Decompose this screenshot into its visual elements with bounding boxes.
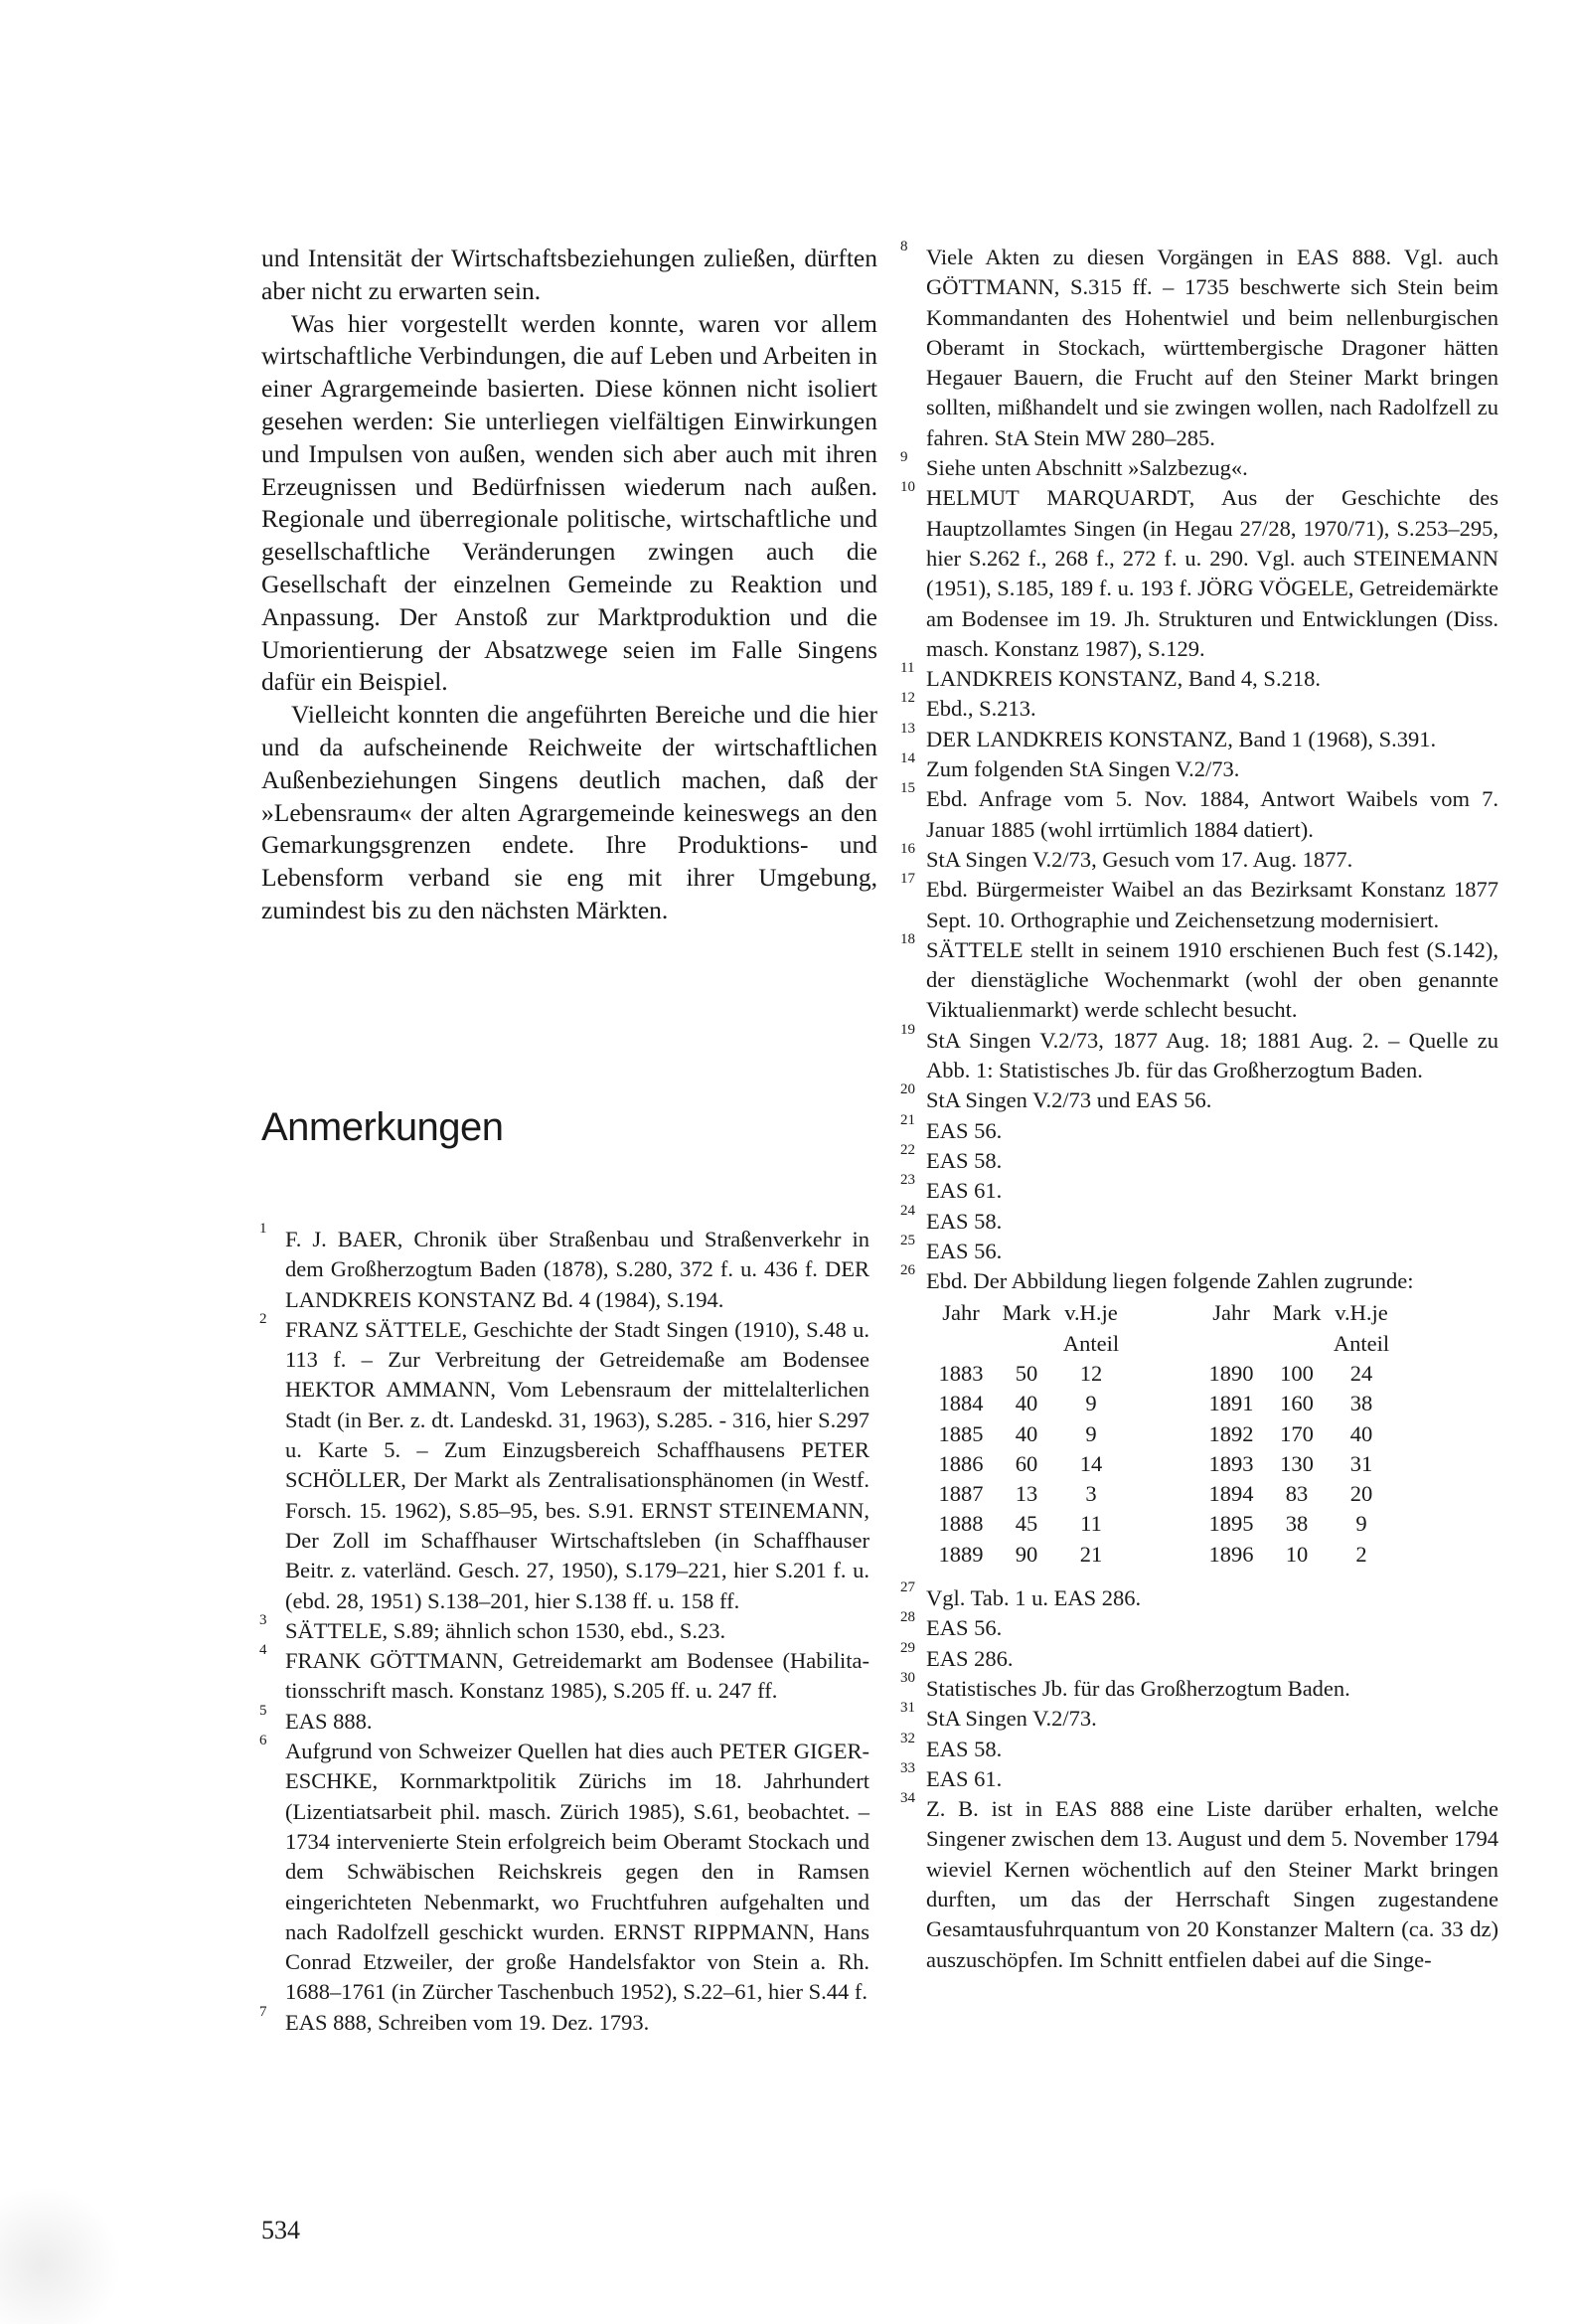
table-cell: 1883	[938, 1360, 984, 1386]
table-row	[926, 1419, 1395, 1449]
table-cell: 38	[1349, 1391, 1373, 1416]
table-cell: 2	[1355, 1541, 1367, 1567]
table-cell: 40	[1015, 1391, 1038, 1416]
footnote: 29 EAS 286.	[900, 1639, 1014, 1671]
table-header: Mark	[1002, 1300, 1051, 1326]
body-paragraph-1: und Intensität der Wirtschaftsbeziehungen zuließen, dürften aber nicht zu erwarten sein.	[261, 244, 877, 305]
footnote: 21 EAS 56.	[900, 1111, 1003, 1143]
footnote: 17 Ebd. Bürgermeister Waibel an das Bezirksamt Konstanz 1877 Sept. 10. Orthographie und Zeichensetzung modernisiert.	[900, 871, 1498, 932]
table-cell: 45	[1015, 1511, 1038, 1537]
table-cell: 1884	[938, 1391, 984, 1416]
footnote: 28 EAS 56.	[900, 1609, 1003, 1641]
table-cell: 50	[1015, 1360, 1038, 1386]
table-cell: 100	[1280, 1360, 1314, 1386]
footnote: 2 FRANZ SÄTTELE, Geschichte der Stadt Singen (1910), S.48 u. 113 f. – Zur Verbreitung der Getreidemaße am Bodensee HEKTOR AMMANN, Vom Lebensraum der mittelalterlichen Stadt (in Ber. z. dt. Landeskd. 31, 1963), S.285. - 316, hier S.297 u. Karte 5. – Zum Einzugsbereich Schaffhausens PETER SCHÖLLER, Der Markt als Zentralisationsphänomen (in Westf. Forsch. 15. 1962), S.85–95, bes. S.91. ERNST STEINEMANN, Der Zoll im Schaffhauser Wirtschaftsleben (in Schaffhauser Beitr. z. vaterländ. Gesch. 27, 1950), S.179–221, hier S.201 f. u. (ebd. 28, 1951) S.138–201, hier S.138 ff. u. 158 ff.	[259, 1310, 869, 1613]
footnote: 1 F. J. BAER, Chronik über Straßenbau und Straßenverkehr in dem Großherzogtum Baden (1878), S.280, 372 f. u. 436 f. DER LANDKREIS KONSTANZ Bd. 4 (1984), S.194.	[259, 1221, 869, 1312]
table-header: v.H.je Anteil	[1062, 1300, 1120, 1356]
footnote: 34 Z. B. ist in EAS 888 eine Liste darüber erhalten, welche Singener zwischen dem 13. August und dem 5. November 1794 wieviel Kernen wöchentlich auf den Steiner Markt bringen durften, um das der Herrschaft Singen zugestandene Gesamtausfuhrquantum von 20 Konstanzer Maltern (ca. 33 dz) auszuschöpfen. Im Schnitt entfielen dabei auf die Singe-	[900, 1790, 1498, 1972]
table-header: v.H.je Anteil	[1333, 1300, 1390, 1356]
table-cell: 21	[1079, 1541, 1103, 1567]
table-cell: 24	[1349, 1360, 1373, 1386]
footnote: 23 EAS 61.	[900, 1172, 1003, 1204]
table-cell: 14	[1079, 1450, 1103, 1476]
footnote: 20 StA Singen V.2/73 und EAS 56.	[900, 1081, 1212, 1113]
table-cell: 11	[1080, 1511, 1102, 1537]
table-cell: 1886	[938, 1450, 984, 1476]
table-header-row	[926, 1298, 1395, 1359]
table-cell: 1887	[938, 1481, 984, 1507]
footnote: 15 Ebd. Anfrage vom 5. Nov. 1884, Antwort Waibels vom 7. Januar 1885 (wohl irrtümlich 1884 datiert).	[900, 780, 1498, 842]
table-cell: 1885	[938, 1420, 984, 1446]
footnote: 22 EAS 58.	[900, 1141, 1003, 1173]
body-paragraph-3: Vielleicht konnten die angeführten Bereiche und die hier und da aufscheinende Reichweite der wirtschaftlichen Außenbeziehungen Singens deutlich machen, daß der »Lebensraum« der alten Agrargemeinde keineswegs an den Gemarkungsgrenzen endete. Ihre Produktions- und Lebensform verband sie eng mit ihrer Umgebung, zumindest bis zu den nächsten Märkten.	[261, 700, 877, 924]
table-cell: 1888	[938, 1511, 984, 1537]
footnote: 11 LANDKREIS KONSTANZ, Band 4, S.218.	[900, 660, 1321, 692]
table-cell: 10	[1285, 1541, 1309, 1567]
table-cell: 1894	[1208, 1481, 1254, 1507]
footnote: 30 Statistisches Jb. für das Großherzogtum Baden.	[900, 1669, 1350, 1701]
table-cell: 60	[1015, 1450, 1038, 1476]
footnote: 12 Ebd., S.213.	[900, 690, 1036, 722]
table-header: Mark	[1272, 1300, 1322, 1326]
footnote: 5 EAS 888.	[259, 1702, 373, 1734]
scan-speckle	[0, 2177, 139, 2324]
table-cell: 38	[1285, 1511, 1309, 1537]
page-number: 534	[261, 2216, 300, 2244]
footnotes-right	[900, 239, 1498, 1975]
value-table	[926, 1298, 1498, 1570]
table-cell: 1889	[938, 1541, 984, 1567]
table-cell: 9	[1355, 1511, 1367, 1537]
footnote: 10 HELMUT MARQUARDT, Aus der Geschichte des Hauptzollamtes Singen (in Hegau 27/28, 1970/71), S.253–295, hier S.262 f., 268 f., 272 f. u. 290. Vgl. auch STEINEMANN (1951), S.185, 189 f. u. 193 f. JÖRG VÖGELE, Getreidemärkte am Bodensee im 19. Jh. Strukturen und Entwicklungen (Diss. masch. Konstanz 1987), S.129.	[900, 479, 1498, 661]
body-text-column	[261, 243, 877, 927]
table-row	[926, 1479, 1395, 1509]
table-cell: 20	[1349, 1481, 1373, 1507]
table-header: Jahr	[942, 1300, 980, 1326]
table-cell: 83	[1285, 1481, 1309, 1507]
table-cell: 1895	[1208, 1511, 1254, 1537]
footnote: 9 Siehe unten Abschnitt »Salzbezug«.	[900, 449, 1248, 481]
footnote: 14 Zum folgenden StA Singen V.2/73.	[900, 750, 1240, 782]
table-cell: 40	[1015, 1420, 1038, 1446]
footnote: 7 EAS 888, Schreiben vom 19. Dez. 1793.	[259, 2003, 650, 2035]
footnote: 8 Viele Akten zu diesen Vorgängen in EAS 888. Vgl. auch GÖTTMANN, S.315 ff. – 1735 beschwerte sich Stein beim Kommandanten des Hohentwiel und beim nellenburgischen Oberamt in Stockach, württembergische Dragoner hätten Hegauer Bauern, die Frucht auf den Steiner Markt bringen sollten, mißhandelt und sie zwingen wollen, nach Radolfzell zu fahren. StA Stein MW 280–285.	[900, 239, 1498, 450]
table-row	[926, 1509, 1395, 1539]
section-heading: Anmerkungen	[261, 1105, 504, 1149]
footnotes-left	[259, 1221, 869, 2038]
footnotes-right-list-a	[900, 239, 1498, 1296]
table-cell: 1893	[1208, 1450, 1254, 1476]
table-cell: 1896	[1208, 1541, 1254, 1567]
table-cell: 3	[1085, 1481, 1097, 1507]
footnote: 33 EAS 61.	[900, 1759, 1003, 1791]
table-cell: 1891	[1208, 1391, 1254, 1416]
footnote: 26 Ebd. Der Abbildung liegen folgende Zahlen zugrunde:	[900, 1262, 1414, 1294]
footnote: 4 FRANK GÖTTMANN, Getreidemarkt am Bodensee (Habilitationsschrift masch. Konstanz 1985), S.205 ff. u. 247 ff.	[259, 1642, 869, 1704]
footnote: 6 Aufgrund von Schweizer Quellen hat dies auch PETER GIGER-ESCHKE, Kornmarktpolitik Zürichs im 18. Jahrhundert (Lizentiatsarbeit phil. masch. Zürich 1985), S.61, beobachtet. – 1734 intervenierte Stein erfolgreich beim Oberamt Stockach und dem Schwäbischen Reichskreis gegen den in Ramsen eingerichteten Nebenmarkt, wo Fruchtfuhren aufgehalten und nach Radolfzell geschickt wurden. ERNST RIPPMANN, Hans Conrad Etzweiler, der große Handelsfaktor von Stein a. Rh. 1688–1761 (in Zürcher Taschenbuch 1952), S.22–61, hier S.44 f.	[259, 1733, 869, 2005]
table-cell: 170	[1280, 1420, 1314, 1446]
footnote: 19 StA Singen V.2/73, 1877 Aug. 18; 1881 Aug. 2. – Quelle zu Abb. 1: Statistisches Jb. für das Großherzogtum Baden.	[900, 1021, 1498, 1083]
footnote: 13 DER LANDKREIS KONSTANZ, Band 1 (1968), S.391.	[900, 720, 1437, 751]
footnotes-right-list-b	[900, 1579, 1498, 1975]
table-cell: 31	[1349, 1450, 1373, 1476]
table-cell: 1890	[1208, 1360, 1254, 1386]
table-header: Jahr	[1212, 1300, 1250, 1326]
table-cell: 9	[1085, 1391, 1097, 1416]
table-cell: 13	[1015, 1481, 1038, 1507]
footnote: 31 StA Singen V.2/73.	[900, 1700, 1097, 1732]
table-row	[926, 1389, 1395, 1418]
footnote: 3 SÄTTELE, S.89; ähnlich schon 1530, ebd., S.23.	[259, 1611, 726, 1643]
body-paragraph-2: Was hier vorgestellt werden konnte, waren vor allem wirtschaftliche Verbindungen, die auf Leben und Arbeiten in einer Agrargemeinde basierten. Diese können nicht isoliert gesehen werden: Sie unterliegen vielfältigen Einwirkungen und Impulsen von außen, wenden sich aber auch mit ihren Erzeugnissen und Bedürfnissen wiederum nach außen. Regionale und überregionale politische, wirtschaftliche und gesellschaftliche Veränderungen zwingen auch die Gesellschaft der einzelnen Gemeinde zu Reaktion und Anpassung. Der Anstoß zur Marktproduktion und die Umorientierung der Absatzwege seien im Falle Singens dafür ein Beispiel.	[261, 308, 877, 697]
footnote: 16 StA Singen V.2/73, Gesuch vom 17. Aug. 1877.	[900, 840, 1353, 872]
table-cell: 1892	[1208, 1420, 1254, 1446]
table-row	[926, 1449, 1395, 1479]
table-cell: 130	[1280, 1450, 1314, 1476]
footnote: 18 SÄTTELE stellt in seinem 1910 erschienen Buch fest (S.142), der dienstägliche Wochenmarkt (wohl der oben genannte Viktualienmarkt) werde schlecht besucht.	[900, 930, 1498, 1023]
table-cell: 160	[1280, 1391, 1314, 1416]
table-cell: 90	[1015, 1541, 1038, 1567]
footnote: 24 EAS 58.	[900, 1202, 1003, 1234]
footnote: 25 EAS 56.	[900, 1232, 1003, 1263]
table-cell: 12	[1079, 1360, 1103, 1386]
table-cell: 9	[1085, 1420, 1097, 1446]
table-row	[926, 1540, 1395, 1570]
table-row	[926, 1359, 1395, 1389]
table-cell: 40	[1349, 1420, 1373, 1446]
footnote: 27 Vgl. Tab. 1 u. EAS 286.	[900, 1579, 1142, 1611]
table-body	[926, 1359, 1395, 1570]
footnote: 32 EAS 58.	[900, 1730, 1003, 1761]
